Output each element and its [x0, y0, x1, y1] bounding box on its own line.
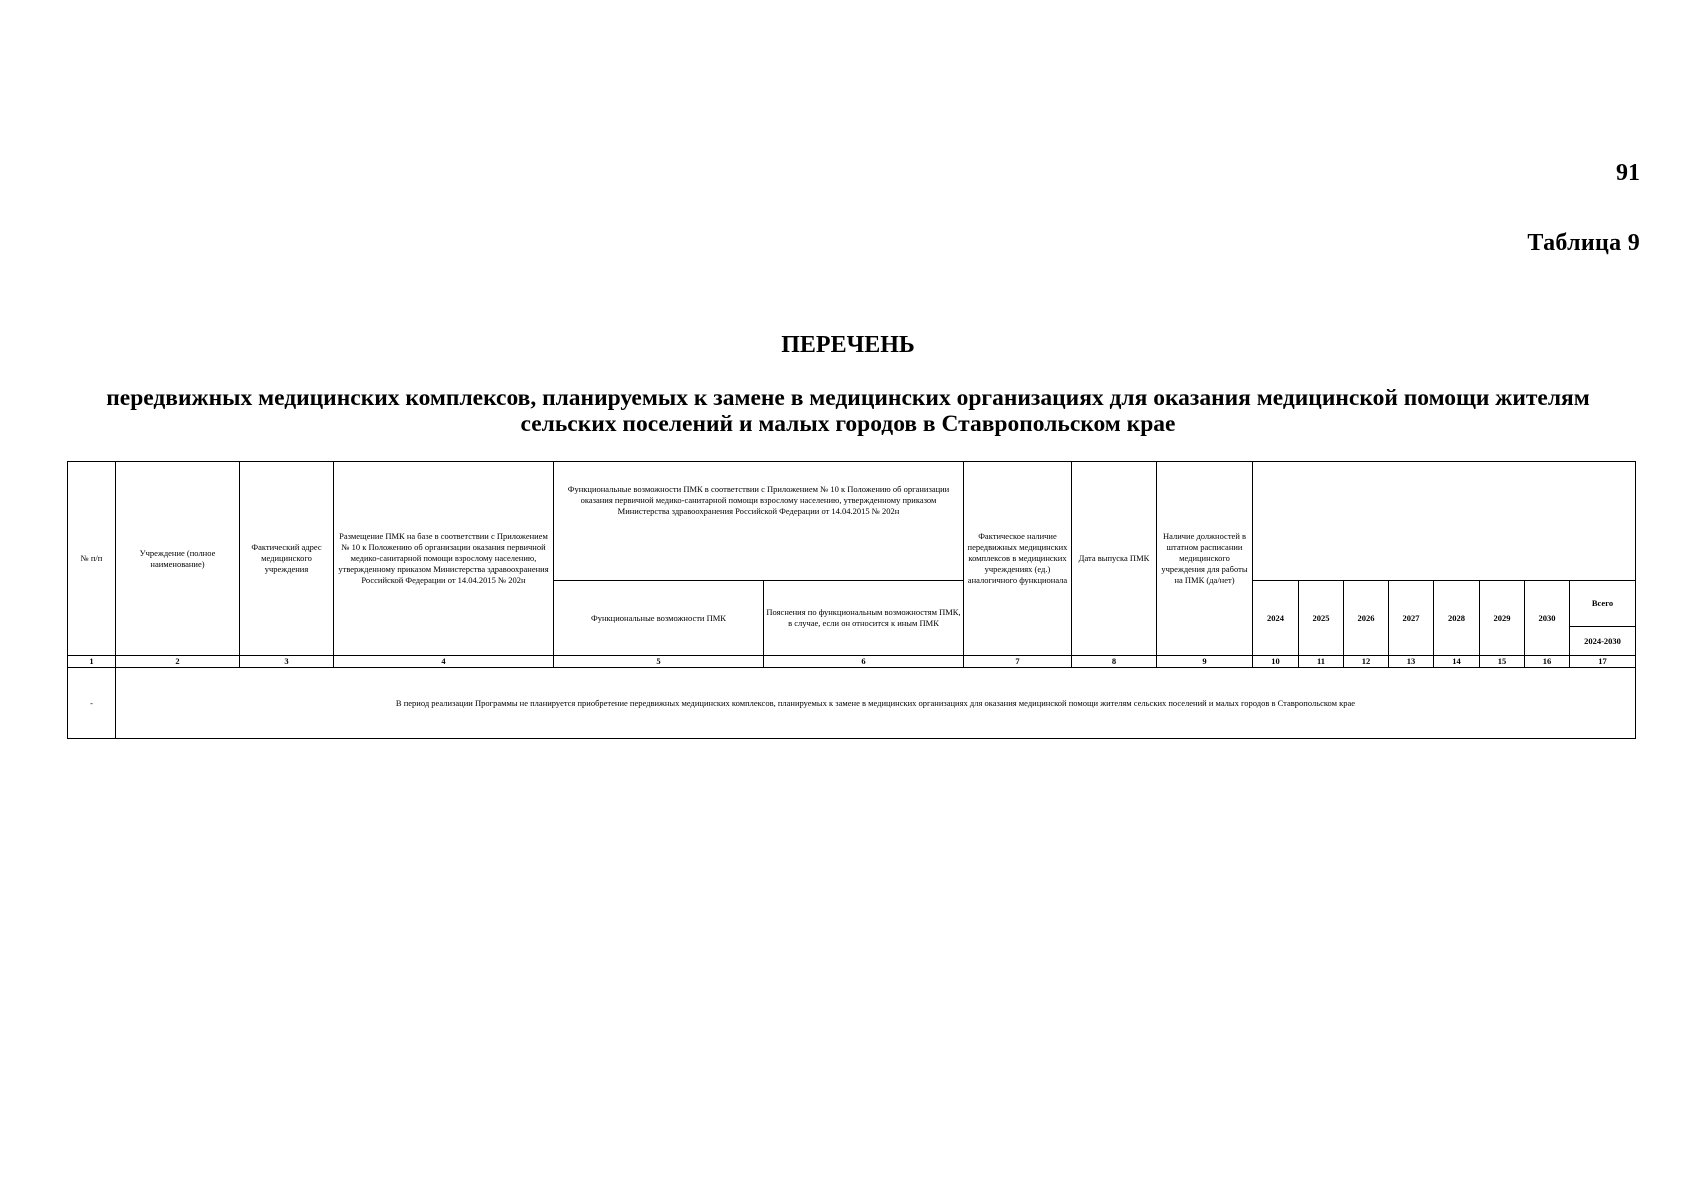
header-address: Фактический адрес медицинского учреждения: [240, 462, 334, 656]
header-year-2025: 2025: [1299, 581, 1344, 656]
header-year-2029: 2029: [1480, 581, 1525, 656]
header-functional-notes: Пояснения по функциональным возможностям ПМК, в случае, если он относится к иным ПМК: [764, 581, 964, 656]
header-num: № п/п: [68, 462, 116, 656]
colnum-5: 5: [554, 656, 764, 668]
colnum-13: 13: [1389, 656, 1434, 668]
colnum-10: 10: [1253, 656, 1299, 668]
table-label: Таблица 9: [1527, 230, 1640, 256]
header-staff-positions: Наличие должностей в штатном расписании медицинского учреждения для работы на ПМК (да/нет): [1157, 462, 1253, 656]
colnum-9: 9: [1157, 656, 1253, 668]
header-functional-group: Функциональные возможности ПМК в соответствии с Приложением № 10 к Положению об организации оказания первичной медико-санитарной помощи взрослому населению, утвержденному приказом Министерства здравоохранения Российской Федерации от 14.04.2015 № 202н: [554, 462, 964, 581]
page-number: 91: [1616, 160, 1640, 186]
colnum-15: 15: [1480, 656, 1525, 668]
header-release-date: Дата выпуска ПМК: [1072, 462, 1157, 656]
colnum-8: 8: [1072, 656, 1157, 668]
header-placement: Размещение ПМК на базе в соответствии с Приложением № 10 к Положению об организации оказания первичной медико-санитарной помощи взрослому населению, утвержденному приказом Министерства здравоохранения Российской Федерации от 14.04.2015 № 202н: [334, 462, 554, 656]
header-year-2027: 2027: [1389, 581, 1434, 656]
header-years-group: [1253, 462, 1636, 581]
header-year-2028: 2028: [1434, 581, 1480, 656]
header-functional-capabilities: Функциональные возможности ПМК: [554, 581, 764, 656]
document-subtitle: передвижных медицинских комплексов, планируемых к замене в медицинских организациях для оказания медицинской помощи жителям сельских поселений и малых городов в Ставропольском крае: [106, 385, 1590, 437]
row-num: -: [68, 668, 116, 739]
row-note: В период реализации Программы не планируется приобретение передвижных медицинских комплексов, планируемых к замене в медицинских организациях для оказания медицинской помощи жителям сельских поселений и малых городов в Ставропольском крае: [116, 668, 1636, 739]
colnum-14: 14: [1434, 656, 1480, 668]
document-title: ПЕРЕЧЕНЬ: [781, 332, 915, 358]
colnum-11: 11: [1299, 656, 1344, 668]
header-actual-presence: Фактическое наличие передвижных медицинских комплексов в медицинских учреждениях (ед.) аналогичного функционала: [964, 462, 1072, 656]
colnum-3: 3: [240, 656, 334, 668]
colnum-2: 2: [116, 656, 240, 668]
header-institution: Учреждение (полное наименование): [116, 462, 240, 656]
colnum-16: 16: [1525, 656, 1570, 668]
colnum-12: 12: [1344, 656, 1389, 668]
colnum-4: 4: [334, 656, 554, 668]
colnum-17: 17: [1570, 656, 1636, 668]
header-year-2030: 2030: [1525, 581, 1570, 656]
header-total: Всего: [1570, 581, 1636, 627]
header-year-2024: 2024: [1253, 581, 1299, 656]
colnum-7: 7: [964, 656, 1072, 668]
pmk-table: [67, 461, 1636, 739]
colnum-6: 6: [764, 656, 964, 668]
colnum-1: 1: [68, 656, 116, 668]
header-year-2026: 2026: [1344, 581, 1389, 656]
header-total-range: 2024-2030: [1570, 627, 1636, 656]
